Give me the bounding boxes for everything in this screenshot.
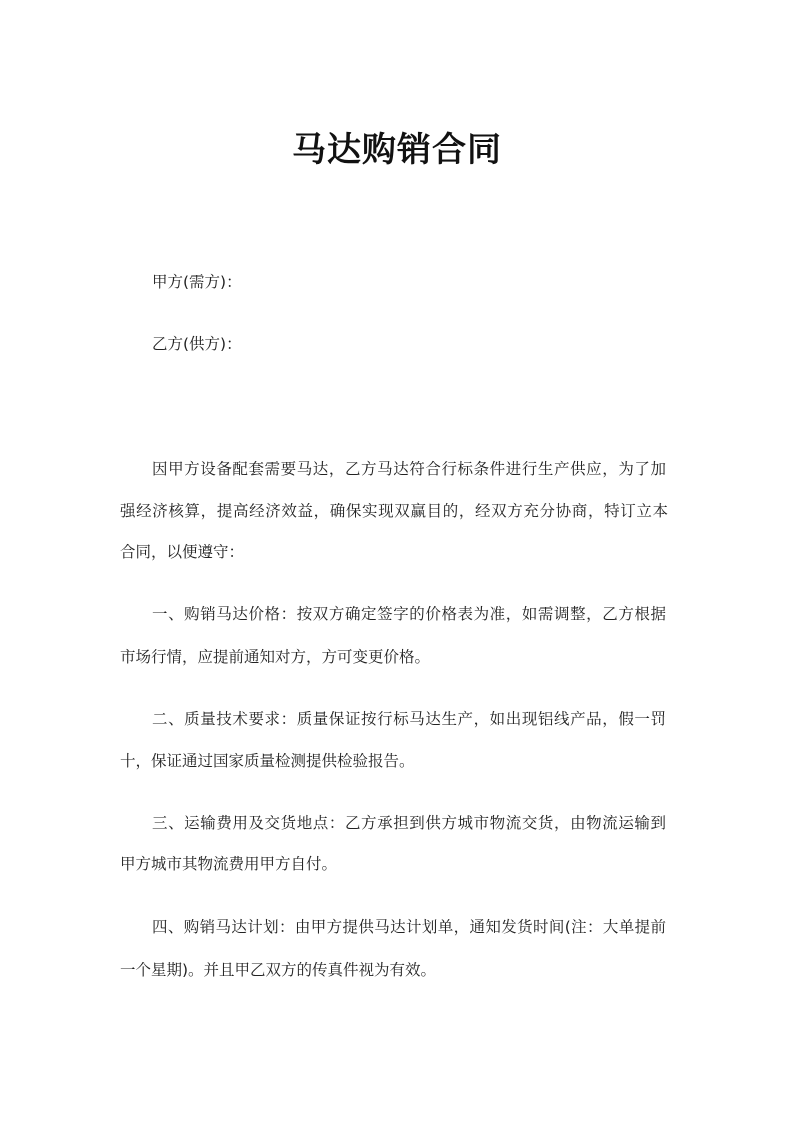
document-title: 马达购销合同 (292, 130, 502, 170)
preamble-line-1: 因甲方设备配套需要马达，乙方马达符合行标条件进行生产供应，为了加 (152, 460, 666, 478)
clause-1-line-2: 市场行情，应提前通知对方，方可变更价格。 (120, 648, 431, 666)
clause-1-line-1: 一、购销马达价格：按双方确定签字的价格表为准，如需调整，乙方根据 (152, 605, 666, 623)
party-a-label: 甲方(需方)： (152, 273, 242, 291)
clause-2-line-1: 二、质量技术要求：质量保证按行标马达生产，如出现铝线产品，假一罚 (152, 710, 666, 728)
party-b-label: 乙方(供方)： (152, 335, 242, 353)
clause-3-line-2: 甲方城市其物流费用甲方自付。 (120, 855, 338, 873)
preamble-line-3: 合同，以便遵守： (120, 543, 245, 561)
preamble-line-2: 强经济核算，提高经济效益，确保实现双赢目的，经双方充分协商，特订立本 (120, 502, 668, 520)
clause-4-line-2: 一个星期)。并且甲乙双方的传真件视为有效。 (120, 961, 437, 979)
clause-2-line-2: 十，保证通过国家质量检测提供检验报告。 (120, 752, 415, 770)
clause-3-line-1: 三、运输费用及交货地点：乙方承担到供方城市物流交货，由物流运输到 (152, 814, 666, 832)
clause-4-line-1: 四、购销马达计划：由甲方提供马达计划单，通知发货时间(注：大单提前 (152, 918, 666, 936)
